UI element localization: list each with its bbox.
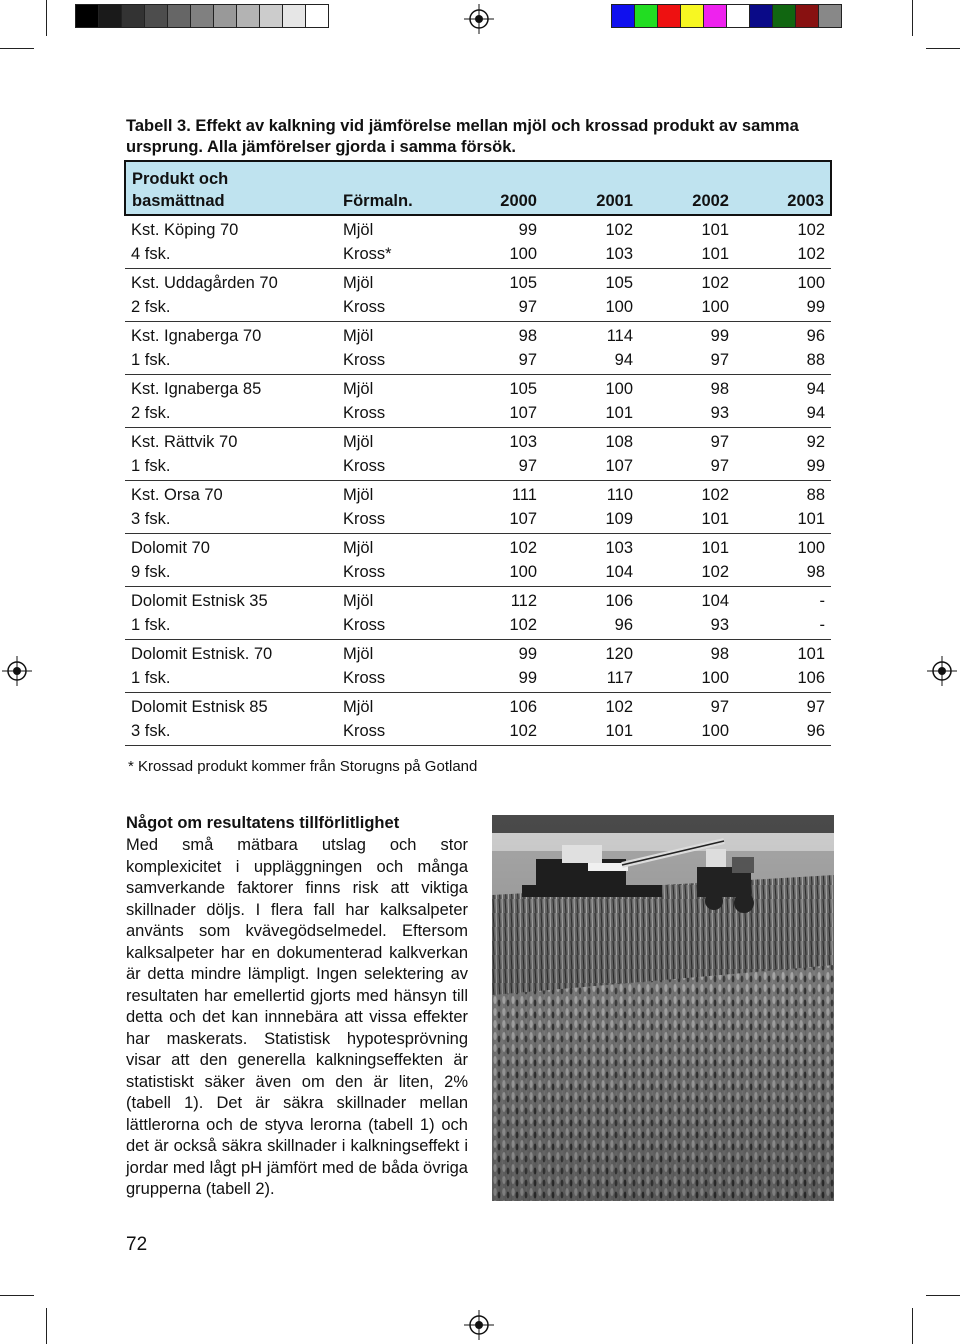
registration-mark-icon	[464, 4, 494, 34]
value-cell: 98	[710, 380, 729, 399]
color-swatch	[726, 4, 750, 28]
color-swatch	[190, 4, 214, 28]
value-cell: 100	[639, 720, 735, 746]
color-swatch	[634, 4, 658, 28]
table-row	[125, 534, 831, 561]
form-cell: Mjöl	[343, 221, 374, 240]
product-name: Dolomit 70	[131, 539, 210, 558]
value-cell: 102	[639, 561, 735, 587]
color-swatch	[259, 4, 283, 28]
value-cell: 103	[605, 539, 633, 558]
section-title: Något om resultatens tillförlitlighet	[126, 814, 400, 832]
value-cell: 105	[509, 274, 537, 293]
value-cell: 99	[518, 221, 537, 240]
value-cell: 100	[797, 539, 825, 558]
value-cell: 92	[806, 433, 825, 452]
color-swatch	[772, 4, 796, 28]
dose: 3 fsk.	[125, 720, 337, 746]
value-cell: 88	[806, 486, 825, 505]
value-cell: 97	[447, 349, 543, 375]
table-row	[125, 322, 831, 349]
value-cell: 100	[543, 296, 639, 322]
crop-mark	[46, 0, 47, 36]
table-row	[125, 481, 831, 508]
value-cell: 101	[639, 508, 735, 534]
header-year: 2002	[639, 189, 735, 215]
dose: 1 fsk.	[125, 349, 337, 375]
crop-mark	[0, 1295, 34, 1296]
value-cell: 101	[639, 243, 735, 269]
value-cell: 93	[639, 614, 735, 640]
form-cell: Kross*	[337, 243, 447, 269]
color-swatch	[795, 4, 819, 28]
color-swatch	[213, 4, 237, 28]
value-cell: 97	[447, 296, 543, 322]
product-name: Dolomit Estnisk. 70	[131, 645, 273, 664]
table-row	[125, 402, 831, 428]
value-cell: 88	[735, 349, 831, 375]
value-cell: -	[819, 592, 825, 611]
value-cell: 100	[639, 296, 735, 322]
value-cell: 105	[605, 274, 633, 293]
value-cell: 102	[701, 274, 729, 293]
color-swatch	[680, 4, 704, 28]
dose: 9 fsk.	[125, 561, 337, 587]
value-cell: 101	[543, 720, 639, 746]
value-cell: 112	[510, 592, 537, 611]
form-cell: Mjöl	[343, 380, 374, 399]
value-cell: 100	[447, 561, 543, 587]
product-name: Kst. Ignaberga 70	[131, 327, 262, 346]
header-year: 2001	[543, 189, 639, 215]
value-cell: 97	[447, 455, 543, 481]
registration-mark-icon	[927, 656, 957, 686]
dose: 2 fsk.	[125, 296, 337, 322]
form-cell: Mjöl	[343, 592, 374, 611]
table-row	[125, 640, 831, 667]
value-cell: 102	[735, 243, 831, 269]
value-cell: 102	[447, 720, 543, 746]
form-cell: Kross	[337, 614, 447, 640]
value-cell: -	[735, 614, 831, 640]
table-row	[125, 720, 831, 746]
table-row	[125, 667, 831, 693]
value-cell: 98	[710, 645, 729, 664]
value-cell: 105	[509, 380, 537, 399]
registration-mark-icon	[2, 656, 32, 686]
form-cell: Kross	[337, 720, 447, 746]
value-cell: 99	[518, 645, 537, 664]
header-formaln: Förmaln.	[337, 189, 447, 215]
crop-mark	[926, 1295, 960, 1296]
dose: 1 fsk.	[125, 614, 337, 640]
dose: 2 fsk.	[125, 402, 337, 428]
value-cell: 106	[605, 592, 633, 611]
table-row	[125, 296, 831, 322]
value-cell: 108	[605, 433, 633, 452]
value-cell: 101	[701, 539, 729, 558]
value-cell: 101	[701, 221, 729, 240]
table-footnote: * Krossad produkt kommer från Storugns på Gotland	[128, 758, 478, 775]
table-row	[125, 269, 831, 296]
header-year: 2003	[735, 189, 831, 215]
value-cell: 99	[447, 667, 543, 693]
color-swatch	[305, 4, 329, 28]
header-year: 2000	[447, 189, 543, 215]
dose: 1 fsk.	[125, 455, 337, 481]
value-cell: 107	[447, 402, 543, 428]
dose: 4 fsk.	[125, 243, 337, 269]
dose: 3 fsk.	[125, 508, 337, 534]
value-cell: 107	[447, 508, 543, 534]
registration-mark-icon	[464, 1310, 494, 1340]
product-name: Kst. Ignaberga 85	[131, 380, 262, 399]
color-swatch	[703, 4, 727, 28]
value-cell: 97	[639, 455, 735, 481]
value-cell: 114	[606, 327, 633, 346]
form-cell: Kross	[337, 402, 447, 428]
value-cell: 97	[639, 349, 735, 375]
value-cell: 98	[735, 561, 831, 587]
value-cell: 100	[605, 380, 633, 399]
value-cell: 104	[543, 561, 639, 587]
value-cell: 96	[735, 720, 831, 746]
crop-mark	[926, 48, 960, 49]
color-swatch	[75, 4, 99, 28]
value-cell: 94	[735, 402, 831, 428]
value-cell: 99	[735, 296, 831, 322]
value-cell: 97	[710, 698, 729, 717]
table-row	[125, 587, 831, 614]
value-cell: 93	[639, 402, 735, 428]
value-cell: 101	[735, 508, 831, 534]
form-cell: Kross	[337, 455, 447, 481]
value-cell: 102	[509, 539, 537, 558]
header-product-line1: Produkt och	[125, 161, 337, 189]
table-row	[125, 428, 831, 455]
value-cell: 98	[518, 327, 537, 346]
product-name: Kst. Orsa 70	[131, 486, 223, 505]
table-body	[125, 215, 831, 746]
value-cell: 102	[701, 486, 729, 505]
table-row	[125, 349, 831, 375]
value-cell: 109	[543, 508, 639, 534]
value-cell: 120	[605, 645, 633, 664]
table-row	[125, 455, 831, 481]
product-name: Kst. Uddagården 70	[131, 274, 278, 293]
form-cell: Mjöl	[343, 274, 374, 293]
color-swatch	[818, 4, 842, 28]
section-body: Med små mätbara utslag och stor komplexicitet i uppläggningen och många samverkande faktorer finns risk att viktiga skillnader döljs. I flera fall har kalksalpeter använts som kvävegödselmedel. Eftersom kalksalpeter har en dokumenterad kalkverkan är detta mindre lämpligt. Ingen selektering av resultaten har emellertid gjorts med hänsyn till detta och det kan innnebära att vissa effekter har maskerats. Statistisk hypotesprövning visar att den generella kalkningseffekten är statistiskt säker även om den är liten, 2% (tabell 1). Det är säkra skillnader mellan lättlerorna och de styva lerorna (tabell 1) och det är också säkra skillnader i kalkningseffekt i jordar med lågt pH jämfört med de båda övriga grupperna (tabell 2).	[126, 836, 468, 1198]
crop-mark	[912, 1308, 913, 1344]
form-cell: Mjöl	[343, 433, 374, 452]
value-cell: 99	[710, 327, 729, 346]
value-cell: 97	[806, 698, 825, 717]
harvest-photo	[492, 815, 834, 1201]
form-cell: Mjöl	[343, 645, 374, 664]
form-cell: Kross	[337, 296, 447, 322]
value-cell: 106	[509, 698, 537, 717]
color-swatch	[749, 4, 773, 28]
value-cell: 103	[543, 243, 639, 269]
value-cell: 103	[509, 433, 537, 452]
value-cell: 110	[606, 486, 633, 505]
product-name: Dolomit Estnisk 35	[131, 592, 268, 611]
color-swatch	[236, 4, 260, 28]
value-cell: 96	[543, 614, 639, 640]
table-row	[125, 614, 831, 640]
lime-comparison-table	[124, 160, 832, 746]
value-cell: 106	[735, 667, 831, 693]
form-cell: Mjöl	[343, 539, 374, 558]
dose: 1 fsk.	[125, 667, 337, 693]
value-cell: 100	[447, 243, 543, 269]
form-cell: Kross	[337, 508, 447, 534]
form-cell: Kross	[337, 667, 447, 693]
page-number: 72	[126, 1234, 148, 1255]
product-name: Kst. Köping 70	[131, 221, 239, 240]
value-cell: 104	[701, 592, 729, 611]
value-cell: 94	[806, 380, 825, 399]
color-swatch	[144, 4, 168, 28]
value-cell: 101	[543, 402, 639, 428]
color-swatch	[121, 4, 145, 28]
value-cell: 102	[797, 221, 825, 240]
value-cell: 117	[543, 667, 639, 693]
color-swatch	[611, 4, 635, 28]
crop-mark	[912, 0, 913, 36]
value-cell: 96	[806, 327, 825, 346]
table-row	[125, 508, 831, 534]
table-row	[125, 243, 831, 269]
table-row	[125, 215, 831, 243]
form-cell: Kross	[337, 349, 447, 375]
value-cell: 94	[543, 349, 639, 375]
form-cell: Mjöl	[343, 698, 374, 717]
value-cell: 100	[639, 667, 735, 693]
crop-mark	[0, 48, 34, 49]
process-color-bar	[612, 4, 842, 28]
value-cell: 97	[710, 433, 729, 452]
combine-harvester-illustration	[492, 815, 834, 1201]
table-row	[125, 561, 831, 587]
value-cell: 101	[797, 645, 825, 664]
value-cell: 111	[511, 486, 537, 505]
value-cell: 102	[605, 698, 633, 717]
color-swatch	[657, 4, 681, 28]
header-product-line2: basmättnad	[125, 189, 337, 215]
value-cell: 100	[797, 274, 825, 293]
form-cell: Mjöl	[343, 486, 374, 505]
table-row	[125, 375, 831, 402]
product-name: Kst. Rättvik 70	[131, 433, 238, 452]
gray-color-bar	[76, 4, 329, 28]
crop-mark	[46, 1308, 47, 1344]
product-name: Dolomit Estnisk 85	[131, 698, 268, 717]
value-cell: 102	[447, 614, 543, 640]
form-cell: Kross	[337, 561, 447, 587]
color-swatch	[282, 4, 306, 28]
color-swatch	[98, 4, 122, 28]
color-swatch	[167, 4, 191, 28]
value-cell: 99	[735, 455, 831, 481]
table-row	[125, 693, 831, 720]
value-cell: 107	[543, 455, 639, 481]
table-caption: Tabell 3. Effekt av kalkning vid jämförelse mellan mjöl och krossad produkt av samma ursprung. Alla jämförelser gjorda i samma försök.	[126, 117, 799, 156]
value-cell: 102	[605, 221, 633, 240]
form-cell: Mjöl	[343, 327, 374, 346]
